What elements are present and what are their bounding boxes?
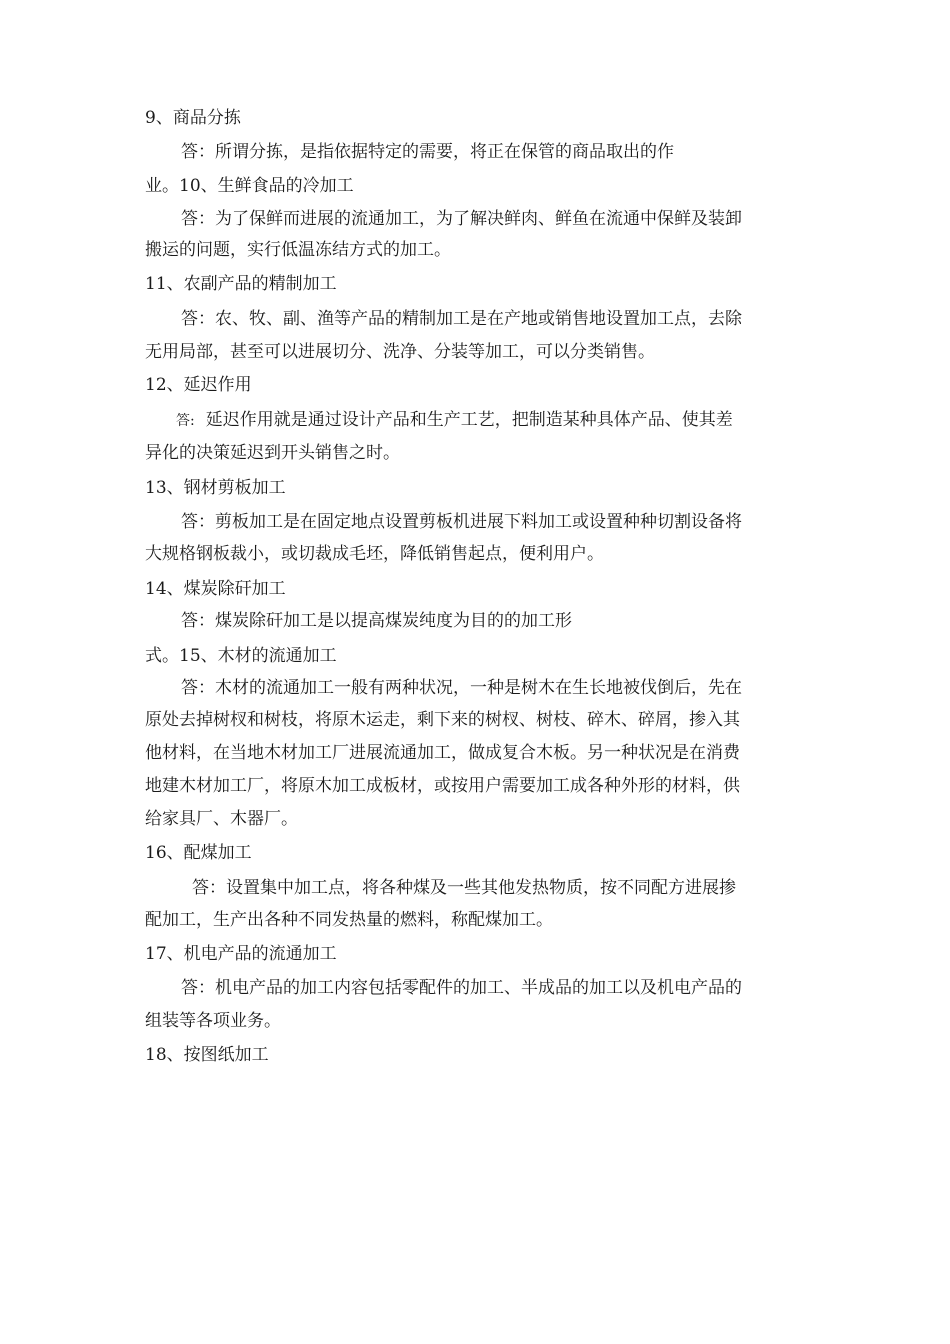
item-answer-10-line-2: 搬运的问题，实行低温冻结方式的加工。 <box>145 240 451 260</box>
item-heading-9: 9、商品分拣 <box>145 108 241 128</box>
item-answer-13-line-1: 答：剪板加工是在固定地点设置剪板机进展下料加工或设置种种切割设备将 <box>181 512 742 532</box>
item-heading-12: 12、延迟作用 <box>145 375 252 395</box>
item-answer-11-line-1: 答：农、牧、副、渔等产品的精制加工是在产地或销售地设置加工点，去除 <box>181 309 742 329</box>
answer-label-12: 答: <box>176 413 195 429</box>
item-heading-14: 14、煤炭除矸加工 <box>145 579 286 599</box>
item-answer-17-line-1: 答：机电产品的加工内容包括零配件的加工、半成品的加工以及机电产品的 <box>181 978 742 998</box>
item-heading-15: 15、木材的流通加工 <box>179 646 337 666</box>
item-answer-14-tail: 式。 <box>145 646 179 666</box>
item-answer-12-line-2: 异化的决策延迟到开头销售之时。 <box>145 443 400 463</box>
item-answer-15-line-1: 答：木材的流通加工一般有两种状况，一种是树木在生长地被伐倒后，先在 <box>181 678 742 698</box>
item-heading-13: 13、钢材剪板加工 <box>145 478 286 498</box>
item-answer-14-line-1: 答：煤炭除矸加工是以提高煤炭纯度为目的的加工形 <box>181 611 572 631</box>
item-heading-16: 16、配煤加工 <box>145 843 252 863</box>
item-answer-12-line-1 <box>176 408 733 433</box>
item-answer-17-line-2: 组装等各项业务。 <box>145 1011 281 1031</box>
item-answer-16-line-1: 答：设置集中加工点，将各种煤及一些其他发热物质，按不同配方进展掺 <box>192 878 736 898</box>
item-answer-15-line-3: 他材料，在当地木材加工厂进展流通加工，做成复合木板。另一种状况是在消费 <box>145 743 740 763</box>
item-answer-15-line-4: 地建木材加工厂，将原木加工成板材，或按用户需要加工成各种外形的材料，供 <box>145 776 740 796</box>
item-answer-11-line-2: 无用局部，甚至可以进展切分、洗净、分装等加工，可以分类销售。 <box>145 342 655 362</box>
item-continuation-row <box>145 174 354 198</box>
item-heading-10: 10、生鲜食品的冷加工 <box>179 176 354 196</box>
item-answer-9-tail: 业。 <box>145 176 179 196</box>
item-answer-9-line-1: 答：所谓分拣，是指依据特定的需要，将正在保管的商品取出的作 <box>181 142 674 162</box>
item-answer-16-line-2: 配加工，生产出各种不同发热量的燃料，称配煤加工。 <box>145 910 553 930</box>
item-continuation-row <box>145 644 337 668</box>
item-heading-11: 11、农副产品的精制加工 <box>145 274 337 294</box>
item-answer-10-line-1: 答：为了保鲜而进展的流通加工，为了解决鲜肉、鲜鱼在流通中保鲜及装卸 <box>181 209 742 229</box>
item-heading-17: 17、机电产品的流通加工 <box>145 944 337 964</box>
item-heading-18: 18、按图纸加工 <box>145 1045 269 1065</box>
answer-text-12: 延迟作用就是通过设计产品和生产工艺，把制造某种具体产品、使其差 <box>205 410 733 430</box>
item-answer-15-line-5: 给家具厂、木器厂。 <box>145 809 298 829</box>
item-answer-13-line-2: 大规格钢板裁小，或切裁成毛坯，降低销售起点，便利用户。 <box>145 544 604 564</box>
item-answer-15-line-2: 原处去掉树杈和树枝，将原木运走，剩下来的树杈、树枝、碎木、碎屑，掺入其 <box>145 710 740 730</box>
